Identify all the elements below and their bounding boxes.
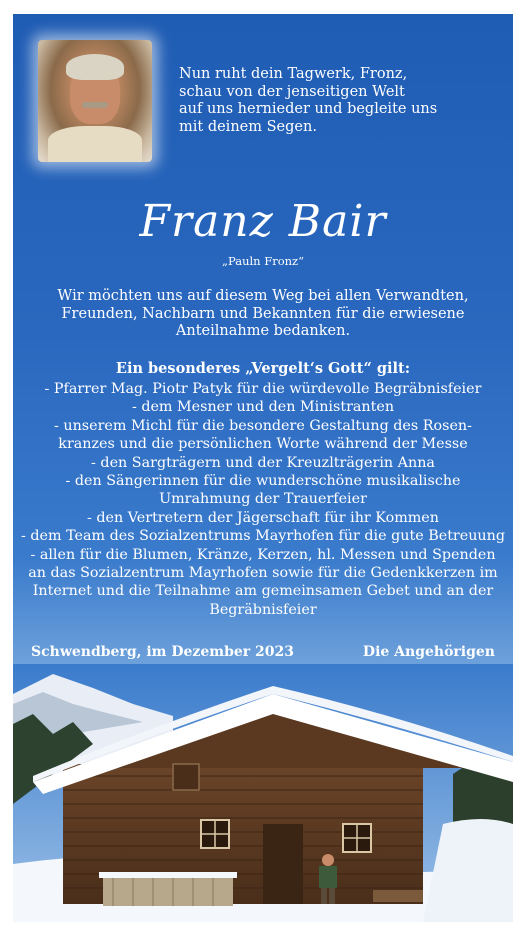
- obituary-card: [13, 14, 513, 922]
- gratitude-list: [13, 380, 513, 619]
- list-line: - Pfarrer Mag. Piotr Patyk für die würdevolle Begräbnisfeier: [44, 381, 482, 397]
- place-and-date: Schwendberg, im Dezember 2023: [31, 644, 294, 660]
- signature: Die Angehörigen: [362, 644, 495, 660]
- list-line: - unserem Michl für die besondere Gestaltung des Rosen-: [54, 417, 472, 434]
- list-line: Umrahmung der Trauerfeier: [159, 491, 367, 508]
- alpine-hut-picture: [13, 664, 513, 922]
- list-line: kranzes und die persönlichen Worte während der Messe: [58, 436, 468, 453]
- list-line: Internet und die Teilnahme am gemeinsamen Gebet und an der: [32, 583, 494, 600]
- list-line: - dem Team des Sozialzentrums Mayrhofen für die gute Betreuung: [20, 528, 506, 545]
- list-line: - dem Mesner und den Ministranten: [131, 399, 395, 416]
- gratitude-heading: Ein besonderes „Vergelt‘s Gott“ gilt:: [115, 360, 411, 377]
- list-line: - den Vertretern der Jägerschaft für ihr Kommen: [87, 509, 439, 526]
- nickname: „Pauln Fronz“: [222, 254, 304, 268]
- list-line: an das Sozialzentrum Mayrhofen sowie für die Gedenkkerzen im: [28, 565, 498, 582]
- list-line: Begräbnisfeier: [209, 601, 317, 618]
- portrait-photo: [38, 40, 152, 162]
- thanks-paragraph: Wir möchten uns auf diesem Weg bei allen Verwandten, Freunden, Nachbarn und Bekannten für die erwiesene Anteilnahme bedanken.: [57, 288, 469, 339]
- list-line: - den Sargträgern und der Kreuzlträgerin Anna: [91, 454, 435, 471]
- list-line: - den Sängerinnen für die wunderschöne musikalische: [65, 473, 461, 490]
- memorial-verse: Nun ruht dein Tagwerk, Fronz, schau von der jenseitigen Welt auf uns hernieder und begleite uns mit deinem Segen.: [179, 66, 438, 135]
- deceased-name: Franz Bair: [139, 196, 387, 247]
- list-line: - allen für die Blumen, Kränze, Kerzen, hl. Messen und Spenden: [30, 546, 496, 563]
